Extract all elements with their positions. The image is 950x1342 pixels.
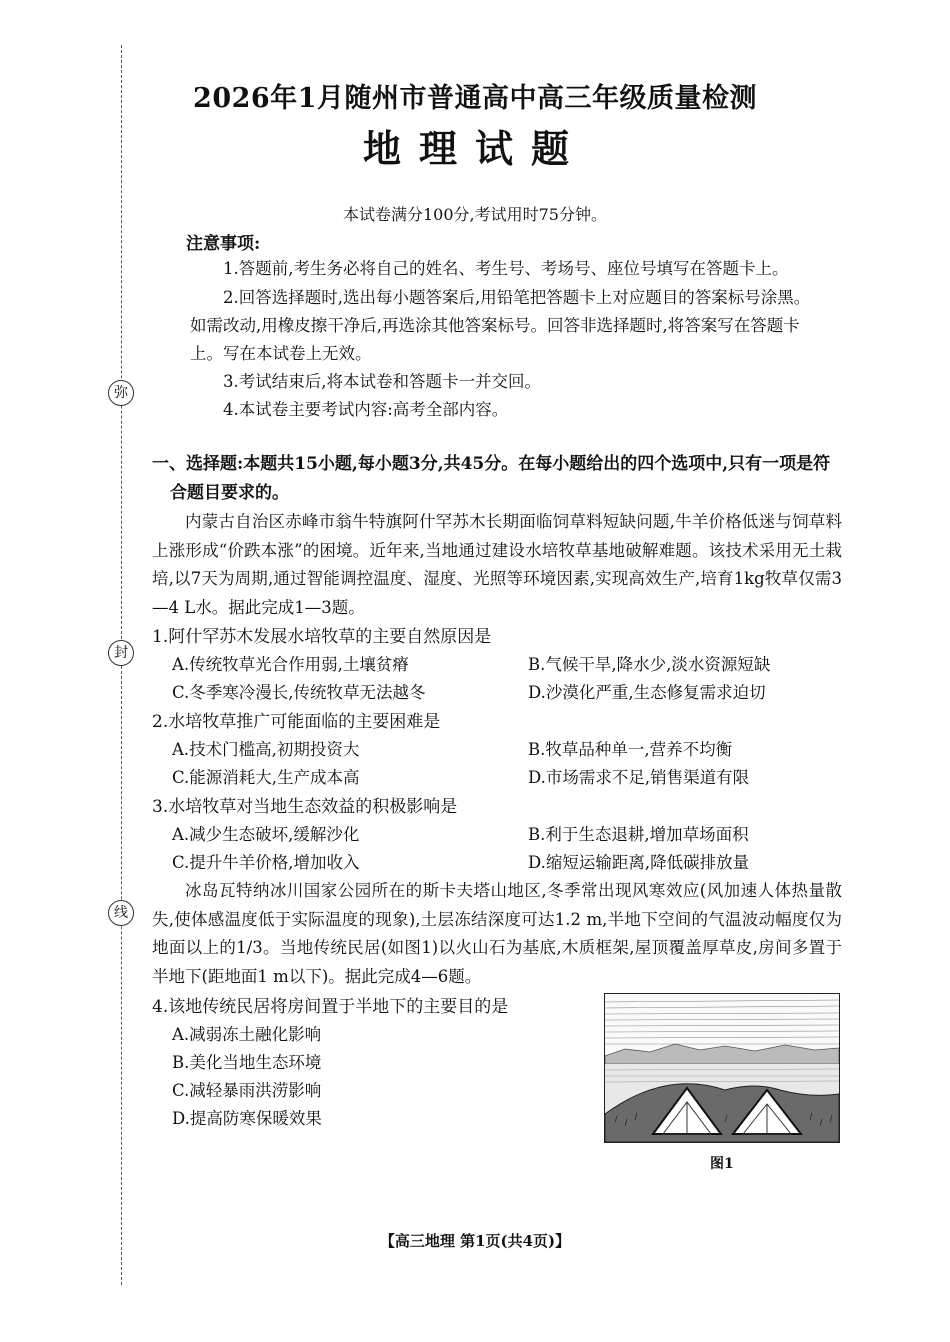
q1-option-c[interactable]: C.冬季寒冷漫长,传统牧草无法越冬	[172, 683, 426, 702]
q1-option-a[interactable]: A.传统牧草光合作用弱,土壤贫瘠	[172, 655, 409, 674]
q4-option-a[interactable]: A.减弱冻土融化影响	[172, 1025, 322, 1044]
section-heading-line1: 一、选择题:本题共15小题,每小题3分,共45分。在每小题给出的四个选项中,只有一项是符	[152, 454, 831, 474]
notice-item-3: 3.考试结束后,将本试卷和答题卡一并交回。	[223, 372, 541, 391]
section-heading-line2: 合题目要求的。	[170, 483, 289, 503]
binding-mark-feng: 封	[108, 640, 134, 666]
section-heading	[152, 450, 842, 508]
passage-2: 冰岛瓦特纳冰川国家公园所在的斯卡夫塔山地区,冬季常出现风寒效应(风加速人体热量散失,使体感温度低于实际温度的现象),土层冻结深度可达1.2 m,半地下空间的气温波动幅度仅为地面以上的1/3。当地传统民居(如图1)以火山石为基底,木质框架,屋顶覆盖厚草皮,房间多置于半地下(距地面1 m以下)。据此完成4—6题。	[152, 881, 842, 986]
q3-option-c[interactable]: C.提升牛羊价格,增加收入	[172, 853, 360, 872]
q1-option-d[interactable]: D.沙漠化严重,生态修复需求迫切	[528, 683, 766, 702]
binding-mark-mi: 弥	[108, 380, 134, 406]
q2-option-c[interactable]: C.能源消耗大,生产成本高	[172, 768, 360, 787]
q4-option-c[interactable]: C.减轻暴雨洪涝影响	[172, 1081, 322, 1100]
subject-title: 地理试题	[362, 126, 587, 171]
q1-option-b[interactable]: B.气候干旱,降水少,淡水资源短缺	[528, 655, 771, 674]
turf-house-illustration	[605, 994, 839, 1142]
passage-1: 内蒙古自治区赤峰市翁牛特旗阿什罕苏木长期面临饲草料短缺问题,牛羊价格低迷与饲草料上涨形成“价跌本涨”的困境。近年来,当地通过建设水培牧草基地破解难题。该技术采用无土栽培,以7天为周期,通过智能调控温度、湿度、光照等环境因素,实现高效生产,培育1kg牧草仅需3—4 L水。据此完成1—3题。	[152, 512, 842, 617]
notice-item-1: 1.答题前,考生务必将自己的姓名、考生号、考场号、座位号填写在答题卡上。	[223, 259, 789, 278]
question-3-stem: 3.水培牧草对当地生态效益的积极影响是	[152, 797, 458, 817]
figure-1-caption: 图1	[710, 1156, 734, 1172]
q2-option-d[interactable]: D.市场需求不足,销售渠道有限	[528, 768, 750, 787]
q3-option-d[interactable]: D.缩短运输距离,降低碳排放量	[528, 853, 750, 872]
exam-info: 本试卷满分100分,考试用时75分钟。	[343, 205, 607, 224]
q2-option-a[interactable]: A.技术门槛高,初期投资大	[172, 740, 360, 759]
figure-1-turf-houses	[604, 993, 840, 1143]
q3-option-b[interactable]: B.利于生态退耕,增加草场面积	[528, 825, 749, 844]
notice-heading: 注意事项:	[186, 234, 261, 254]
q3-option-a[interactable]: A.减少生态破坏,缓解沙化	[172, 825, 360, 844]
exam-title: 2026年1月随州市普通高中高三年级质量检测	[193, 83, 757, 114]
q2-option-b[interactable]: B.牧草品种单一,营养不均衡	[528, 740, 733, 759]
notice-item-2: 2.回答选择题时,选出每小题答案后,用铅笔把答题卡上对应题目的答案标号涂黑。如需改动,用橡皮擦干净后,再选涂其他答案标号。回答非选择题时,将答案写在答题卡上。写在本试卷上无效。	[190, 288, 811, 363]
question-4-stem: 4.该地传统民居将房间置于半地下的主要目的是	[152, 997, 509, 1017]
q4-option-d[interactable]: D.提高防寒保暖效果	[172, 1109, 322, 1128]
binding-mark-xian: 线	[108, 900, 134, 926]
q4-option-b[interactable]: B.美化当地生态环境	[172, 1053, 322, 1072]
question-2-stem: 2.水培牧草推广可能面临的主要困难是	[152, 712, 441, 732]
question-1-stem: 1.阿什罕苏木发展水培牧草的主要自然原因是	[152, 627, 492, 647]
notice-item-4: 4.本试卷主要考试内容:高考全部内容。	[223, 400, 509, 419]
page-footer: 【高三地理 第1页(共4页)】	[379, 1232, 571, 1250]
